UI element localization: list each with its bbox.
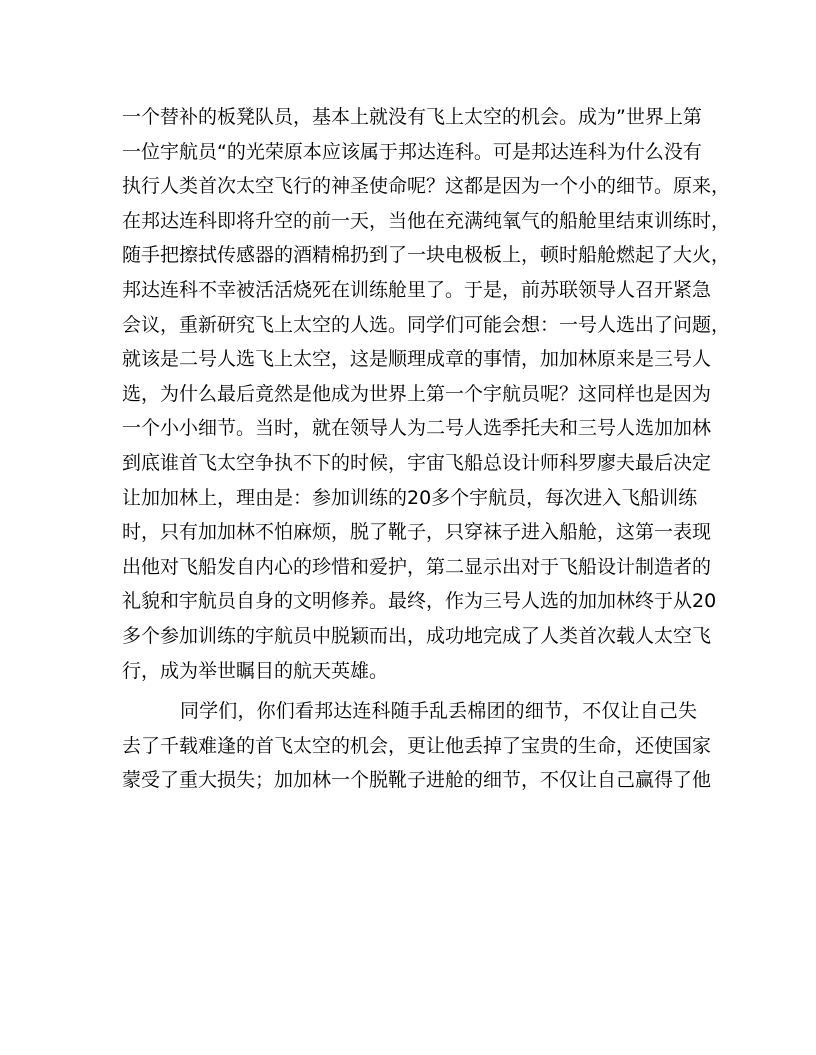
text-line: 到底谁首飞太空争执不下的时候，宇宙飞船总设计师科罗廖夫最后决定 (122, 451, 712, 474)
text-line: 会议，重新研究飞上太空的人选。同学们可能会想：一号人选出了问题， (122, 313, 731, 336)
paragraph-2 (122, 694, 712, 798)
text-line: 同学们，你们看邦达连科随手乱丢棉团的细节，不仅让自己失 (180, 700, 697, 723)
text-line: 行，成为举世瞩目的航天英雄。 (122, 659, 389, 682)
text-line: 出他对飞船发自内心的珍惜和爱护，第二显示出对于飞船设计制造者的 (122, 555, 712, 578)
text-line: 去了千载难逢的首飞太空的机会，更让他丢掉了宝贵的生命，还使国家 (122, 734, 712, 757)
text-line: 一个替补的板凳队员，基本上就没有飞上太空的机会。成为”世界上第 (122, 106, 702, 128)
body-text (122, 100, 731, 798)
text-line: 多个参加训练的宇航员中脱颖而出，成功地完成了人类首次载人太空飞 (122, 624, 712, 647)
text-line: 选，为什么最后竟然是他成为世界上第一个宇航员呢？这同样也是因为 (122, 382, 712, 405)
text-line: 礼貌和宇航员自身的文明修养。最终，作为三号人选的加加林终于从20 (122, 590, 717, 613)
text-line: 执行人类首次太空飞行的神圣使命呢？这都是因为一个小的细节。原来， (122, 175, 731, 198)
text-line: 一位宇航员“的光荣原本应该属于邦达连科。可是邦达连科为什么没有 (122, 140, 702, 163)
text-line: 就该是二号人选飞上太空，这是顺理成章的事情，加加林原来是三号人 (122, 348, 712, 371)
paragraph-1 (122, 100, 731, 688)
text-line: 让加加林上，理由是：参加训练的20多个宇航员，每次进入飞船训练 (122, 486, 698, 509)
text-line: 随手把擦拭传感器的酒精棉扔到了一块电极板上，顿时船舱燃起了大火， (122, 244, 731, 267)
text-line: 在邦达连科即将升空的前一天，当他在充满纯氧气的船舱里结束训练时， (122, 209, 731, 232)
text-line: 一个小小细节。当时，就在领导人为二号人选季托夫和三号人选加加林 (122, 417, 712, 440)
text-line: 蒙受了重大损失；加加林一个脱靴子进舱的细节，不仅让自己赢得了他 (122, 769, 712, 792)
text-line: 时，只有加加林不怕麻烦，脱了靴子，只穿袜子进入船舱，这第一表现 (122, 521, 712, 544)
text-line: 邦达连科不幸被活活烧死在训练舱里了。于是，前苏联领导人召开紧急 (122, 278, 712, 301)
